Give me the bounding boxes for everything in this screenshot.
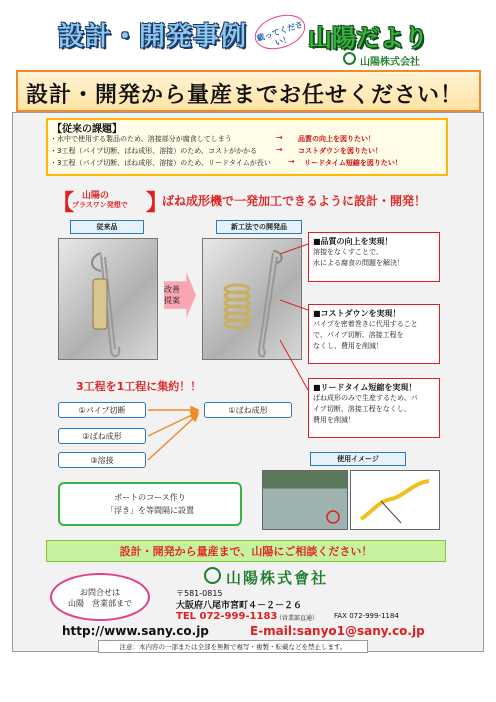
benefit-line: 溶接をなくすことで、: [313, 248, 383, 256]
benefit-line: パイプを密着巻きに代用すること: [313, 320, 418, 328]
boat-line2: 「浮き」を等間隔に設置: [106, 506, 194, 515]
benefit-card: [308, 304, 440, 364]
before-product-photo: [58, 238, 158, 360]
contact-oval: [50, 573, 150, 621]
benefit-line: 費用を削減！: [313, 416, 355, 424]
issue-text: ・3工程（パイプ切断、ばね成形、溶接）のため、リードタイムが長い: [50, 159, 271, 167]
after-label: 新工法での開発品: [216, 220, 302, 234]
boat-line1: ボートのコース作り: [114, 493, 186, 502]
benefit-card: [308, 378, 440, 438]
connector-lines: [280, 240, 312, 400]
issue-text: ・水中で使用する製品のため、溶接部分が腐食してしまう: [50, 135, 232, 143]
issue-text: ・3工程（パイプ切断、ばね成形、溶接）のため、コストがかかる: [50, 147, 257, 155]
benefit-heading: ■リードタイム短縮を実現！: [313, 383, 417, 392]
page-title: 設計・開発事例: [58, 22, 248, 52]
contact-line1: お問合せは: [80, 588, 120, 597]
bracket-left: 【: [52, 191, 75, 216]
old-step: ③溶接: [58, 452, 146, 468]
arrow-icon: →: [288, 157, 295, 166]
company-logo-icon: [343, 52, 356, 65]
merge-arrows: [146, 400, 204, 470]
new-step: ①ばね成形: [204, 402, 292, 418]
benefit-line: で、パイプ切断、溶接工程を: [313, 331, 404, 339]
arrow-icon: →: [276, 145, 283, 154]
proposal-title: ばね成形機で一発加工できるように設計・開発！: [162, 194, 427, 208]
company-logo-icon: [204, 567, 221, 584]
company-name-large: 山陽株式會社: [226, 569, 329, 587]
copyright-notice: 注意：本内容の一部または全部を無断で複写・複製・転載などを禁止します。: [98, 640, 368, 653]
boat-course-box: [58, 482, 242, 526]
usage-photo: [262, 470, 348, 530]
benefit-heading: ■コストダウンを実現！: [313, 309, 401, 318]
old-step: ②ばね成形: [58, 428, 146, 444]
postal-code: 〒581-0815: [176, 589, 223, 598]
street-address: 大阪府八尾市宮町４－２－２６: [176, 601, 303, 611]
safety-pin-with-pipe-icon: [59, 239, 159, 361]
tel-note: （営業部直通）: [276, 615, 319, 622]
before-label: 従来品: [70, 220, 144, 234]
issue-result: コストダウンを図りたい！: [298, 147, 382, 155]
old-step: ①パイプ切断: [58, 402, 146, 418]
email-link[interactable]: E-mail:sanyo1@sany.co.jp: [250, 624, 425, 638]
headline-text: 設計・開発から量産までお任せください！: [26, 83, 464, 108]
cta-banner: 設計・開発から量産まで、山陽にご相談ください！: [46, 540, 446, 562]
company-name-small: 山陽株式会社: [360, 57, 420, 68]
benefit-line: イプ切断、溶接工程をなくし、: [313, 405, 411, 413]
sticker-badge: 載ってください！: [250, 9, 309, 56]
tel-number: TEL 072-999-1183: [176, 611, 278, 622]
improve-line1: 改善: [164, 285, 180, 294]
improve-line2: 提案: [164, 296, 180, 305]
contact-line2: 山陽 営業部まで: [68, 599, 132, 608]
usage-label: 使用イメージ: [310, 452, 406, 466]
benefit-heading: ■品質の向上を実現！: [313, 237, 393, 246]
benefit-card: [308, 232, 440, 282]
issue-result: リードタイム短縮を図りたい！: [304, 159, 402, 167]
issues-heading: 【従来の課題】: [52, 124, 122, 135]
arrow-icon: →: [276, 133, 283, 142]
boat-course-photo-icon: [263, 471, 349, 531]
benefit-line: なくし、費用を削減！: [313, 342, 383, 350]
usage-diagram: [350, 470, 440, 530]
website-link[interactable]: http://www.sany.co.jp: [62, 624, 209, 638]
proposal-line2: プラスワン発想で: [72, 201, 128, 209]
summary-title: 3工程を1工程に集約！！: [76, 380, 202, 393]
fax-number: FAX 072-999-1184: [334, 612, 399, 620]
proposal-line1: 山陽の: [82, 191, 110, 201]
bracket-right: 】: [146, 191, 169, 216]
issue-result: 品質の向上を図りたい！: [298, 135, 375, 143]
benefit-line: ばね成形のみで生産するため、パ: [313, 394, 418, 402]
float-layout-diagram-icon: [351, 471, 441, 531]
benefit-line: 水による腐食の問題を解決！: [313, 259, 404, 267]
newsletter-title: 山陽だより: [308, 24, 428, 52]
